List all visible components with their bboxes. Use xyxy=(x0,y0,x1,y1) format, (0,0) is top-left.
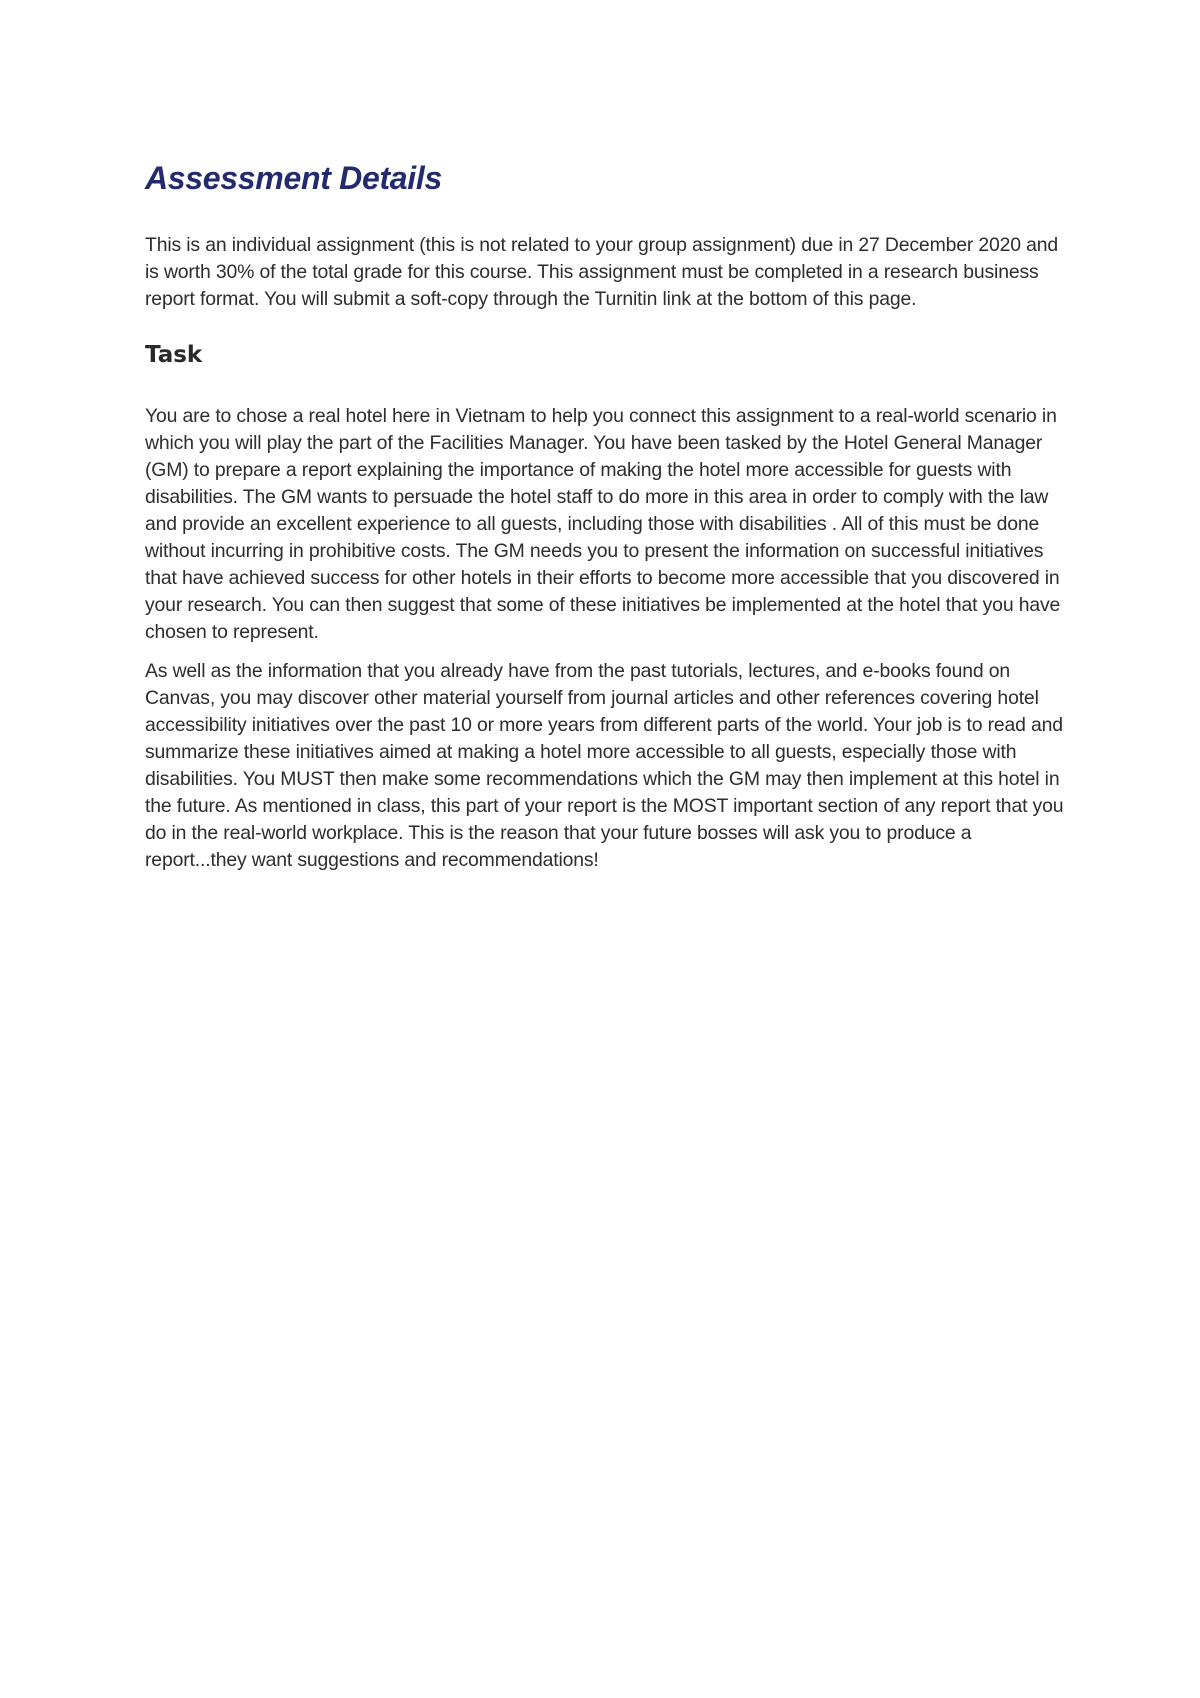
task-heading: Task xyxy=(145,342,203,368)
document-content xyxy=(145,158,1065,874)
task-paragraph-1: You are to chose a real hotel here in Vietnam to help you connect this assignment to a real-world scenario in which you will play the part of the Facilities Manager. You have been tasked by the Hotel General Manager (GM) to prepare a report explaining the importance of making the hotel more accessible for guests with disabilities. The GM wants to persuade the hotel staff to do more in this area in order to comply with the law and provide an excellent experience to all guests, including those with disabilities . All of this must be done without incurring in prohibitive costs. The GM needs you to present the information on successful initiatives that have achieved success for other hotels in their efforts to become more accessible that you discovered in your research. You can then suggest that some of these initiatives be implemented at the hotel that you have chosen to represent. xyxy=(145,405,1061,643)
intro-paragraph: This is an individual assignment (this is not related to your group assignment) due in 27 December 2020 and is worth 30% of the total grade for this course. This assignment must be completed in a research business report format. You will submit a soft-copy through the Turnitin link at the bottom of this page. xyxy=(145,234,1059,310)
page-title: Assessment Details xyxy=(145,160,442,196)
task-paragraph-2: As well as the information that you already have from the past tutorials, lectures, and e-books found on Canvas, you may discover other material yourself from journal articles and other references covering hotel accessibility initiatives over the past 10 or more years from different parts of the world. Your job is to read and summarize these initiatives aimed at making a hotel more accessible to all guests, especially those with disabilities. You MUST then make some recommendations which the GM may then implement at this hotel in the future. As mentioned in class, this part of your report is the MOST important section of any report that you do in the real-world workplace. This is the reason that your future bosses will ask you to produce a report...they want suggestions and recommendations! xyxy=(145,660,1064,871)
